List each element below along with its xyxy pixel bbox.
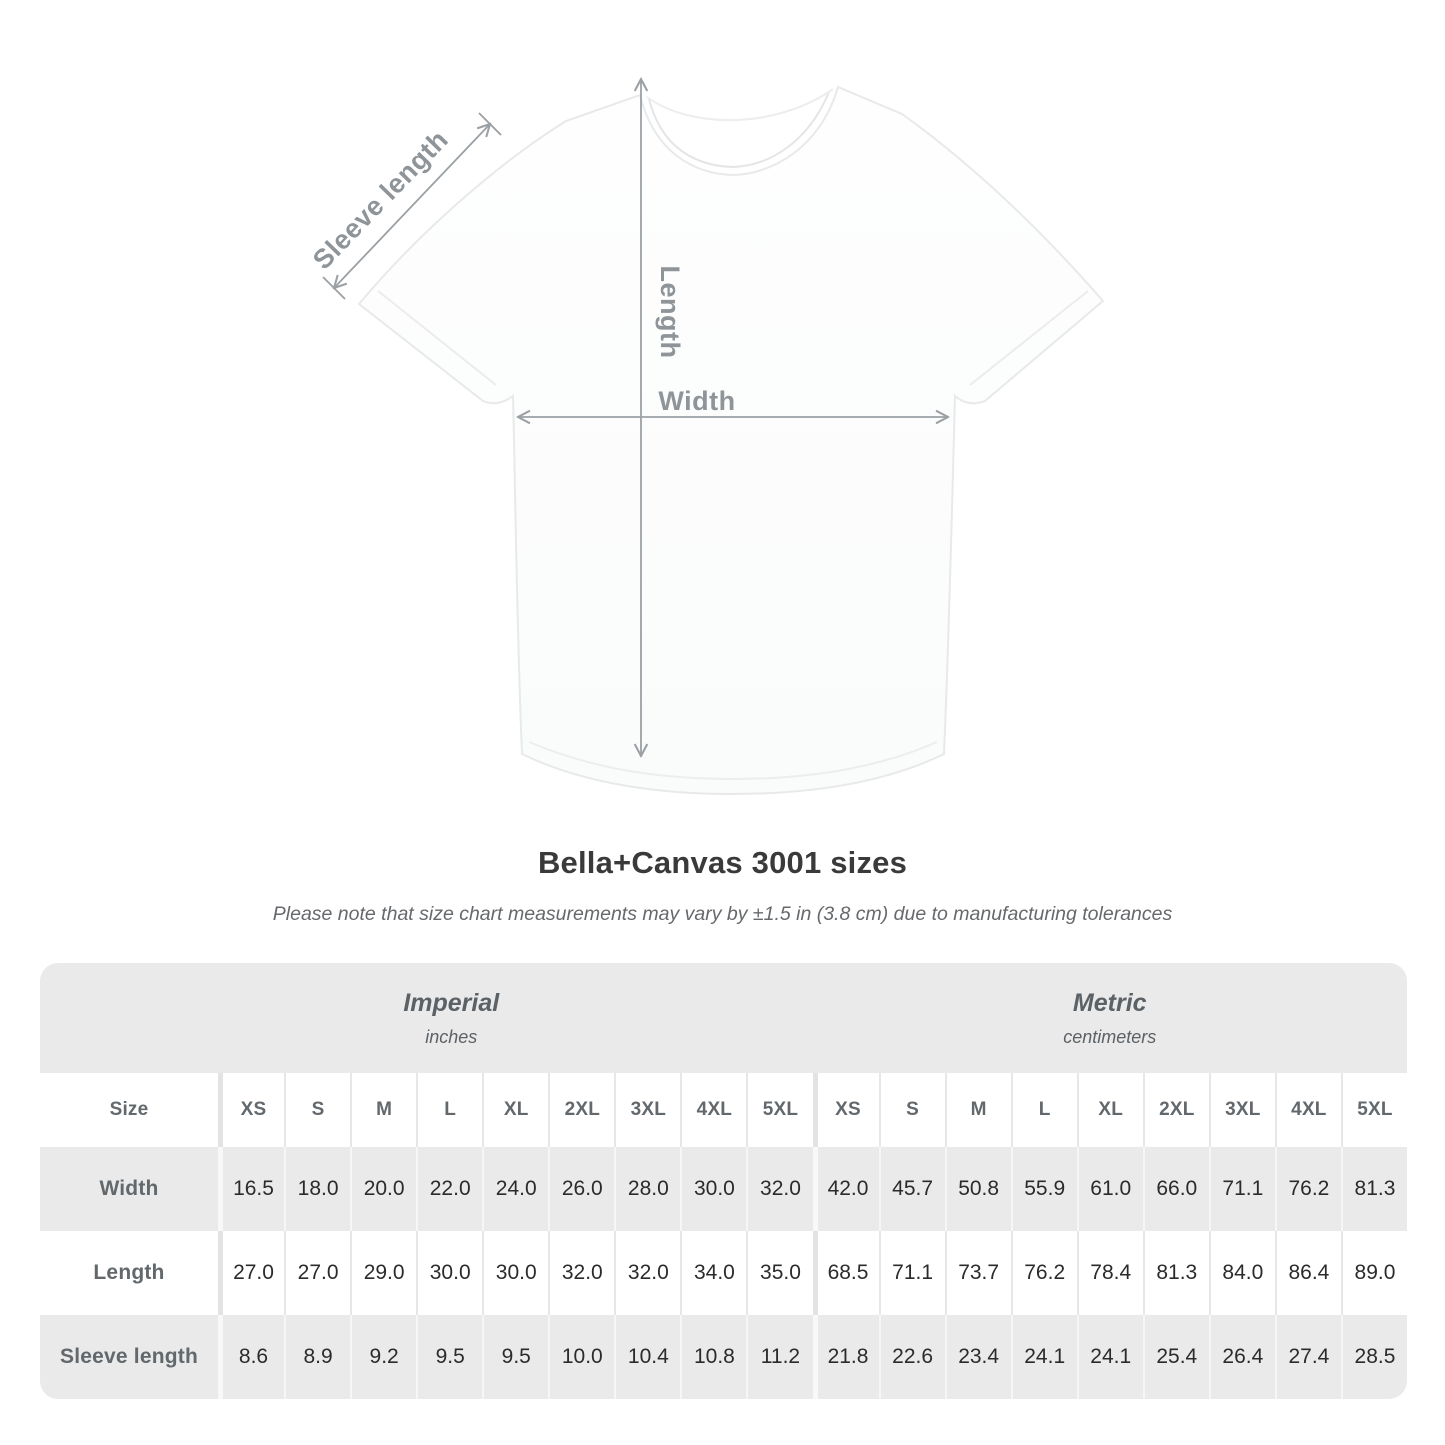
measurement-value: 45.7 (879, 1147, 945, 1231)
measurement-value: 30.0 (482, 1231, 548, 1315)
size-header: XL (1077, 1073, 1143, 1147)
page-title: Bella+Canvas 3001 sizes (537, 845, 908, 880)
length-label: Length (655, 265, 685, 359)
row-label: Length (93, 1261, 165, 1284)
measurement-value: 8.9 (284, 1315, 350, 1399)
measurement-value: 24.0 (482, 1147, 548, 1231)
measurement-value: 9.5 (482, 1315, 548, 1399)
measurement-value: 18.0 (284, 1147, 350, 1231)
size-header: 5XL (746, 1073, 812, 1147)
measurement-value: 68.5 (813, 1231, 879, 1315)
measurement-value: 86.4 (1275, 1231, 1341, 1315)
measurement-value: 28.5 (1341, 1315, 1407, 1399)
measurement-value: 27.0 (284, 1231, 350, 1315)
size-header: 4XL (1275, 1073, 1341, 1147)
measurement-value: 30.0 (416, 1231, 482, 1315)
measurement-value: 26.0 (548, 1147, 614, 1231)
measurement-value: 61.0 (1077, 1147, 1143, 1231)
row-label: Sleeve length (40, 1315, 218, 1399)
metric-section-header (813, 963, 1408, 1073)
width-label: Width (658, 386, 736, 416)
measurement-value: 9.2 (350, 1315, 416, 1399)
size-header: 3XL (1209, 1073, 1275, 1147)
measurement-value: 11.2 (746, 1315, 812, 1399)
metric-unit: centimeters (1063, 1026, 1157, 1047)
size-header: XS (813, 1073, 879, 1147)
measurement-value: 81.3 (1143, 1231, 1209, 1315)
measurement-value: 8.6 (218, 1315, 284, 1399)
measurement-value: 28.0 (614, 1147, 680, 1231)
imperial-unit: inches (425, 1026, 478, 1047)
measurement-value: 21.8 (813, 1315, 879, 1399)
measurement-value: 84.0 (1209, 1231, 1275, 1315)
measurement-value: 27.4 (1275, 1315, 1341, 1399)
size-chart-table (40, 963, 1407, 1399)
measurement-value: 32.0 (614, 1231, 680, 1315)
measurement-value: 76.2 (1011, 1231, 1077, 1315)
size-header: L (1011, 1073, 1077, 1147)
size-header: M (945, 1073, 1011, 1147)
row-label: Width (40, 1147, 218, 1231)
measurement-value: 24.1 (1011, 1315, 1077, 1399)
measurement-value: 71.1 (1209, 1147, 1275, 1231)
size-header: XS (218, 1073, 284, 1147)
measurement-value: 34.0 (680, 1231, 746, 1315)
measurement-value: 50.8 (945, 1147, 1011, 1231)
tolerance-note: Please note that size chart measurements may vary by ±1.5 in (3.8 cm) due to manufacturing tolerances (272, 903, 1173, 925)
size-header: 5XL (1341, 1073, 1407, 1147)
measurement-value: 81.3 (1341, 1147, 1407, 1231)
measurement-value: 35.0 (746, 1231, 812, 1315)
measurement-value: 78.4 (1077, 1231, 1143, 1315)
measurement-value: 66.0 (1143, 1147, 1209, 1231)
measurement-value: 10.0 (548, 1315, 614, 1399)
measurement-value: 55.9 (1011, 1147, 1077, 1231)
measurement-value: 32.0 (746, 1147, 812, 1231)
size-header: S (879, 1073, 945, 1147)
measurement-value: 10.8 (680, 1315, 746, 1399)
size-header: M (350, 1073, 416, 1147)
measurement-value: 29.0 (350, 1231, 416, 1315)
size-header: 4XL (680, 1073, 746, 1147)
measurement-value: 73.7 (945, 1231, 1011, 1315)
measurement-value: 26.4 (1209, 1315, 1275, 1399)
tshirt-graphic (359, 87, 1103, 794)
measurement-value: 25.4 (1143, 1315, 1209, 1399)
measurement-value: 16.5 (218, 1147, 284, 1231)
metric-label: Metric (1072, 988, 1147, 1017)
measurement-value: 27.0 (218, 1231, 284, 1315)
measurement-value: 71.1 (879, 1231, 945, 1315)
measurement-value: 76.2 (1275, 1147, 1341, 1231)
measurement-value: 42.0 (813, 1147, 879, 1231)
size-header: 2XL (1143, 1073, 1209, 1147)
measurement-value: 22.0 (416, 1147, 482, 1231)
measurement-value: 32.0 (548, 1231, 614, 1315)
measurement-value: 23.4 (945, 1315, 1011, 1399)
measurement-value: 10.4 (614, 1315, 680, 1399)
measurement-value: 24.1 (1077, 1315, 1143, 1399)
measurement-value: 20.0 (350, 1147, 416, 1231)
size-header: S (284, 1073, 350, 1147)
size-column-header: Size (109, 1099, 149, 1120)
measurement-value: 22.6 (879, 1315, 945, 1399)
collar-back-seam (647, 89, 833, 120)
size-header: 2XL (548, 1073, 614, 1147)
imperial-label: Imperial (403, 988, 500, 1017)
measurement-value: 9.5 (416, 1315, 482, 1399)
sleeve-length-label: Sleeve length (307, 124, 455, 276)
size-header: 3XL (614, 1073, 680, 1147)
measurement-value: 89.0 (1341, 1231, 1407, 1315)
size-header: XL (482, 1073, 548, 1147)
measurement-value: 30.0 (680, 1147, 746, 1231)
imperial-section-header (40, 963, 813, 1073)
size-header: L (416, 1073, 482, 1147)
